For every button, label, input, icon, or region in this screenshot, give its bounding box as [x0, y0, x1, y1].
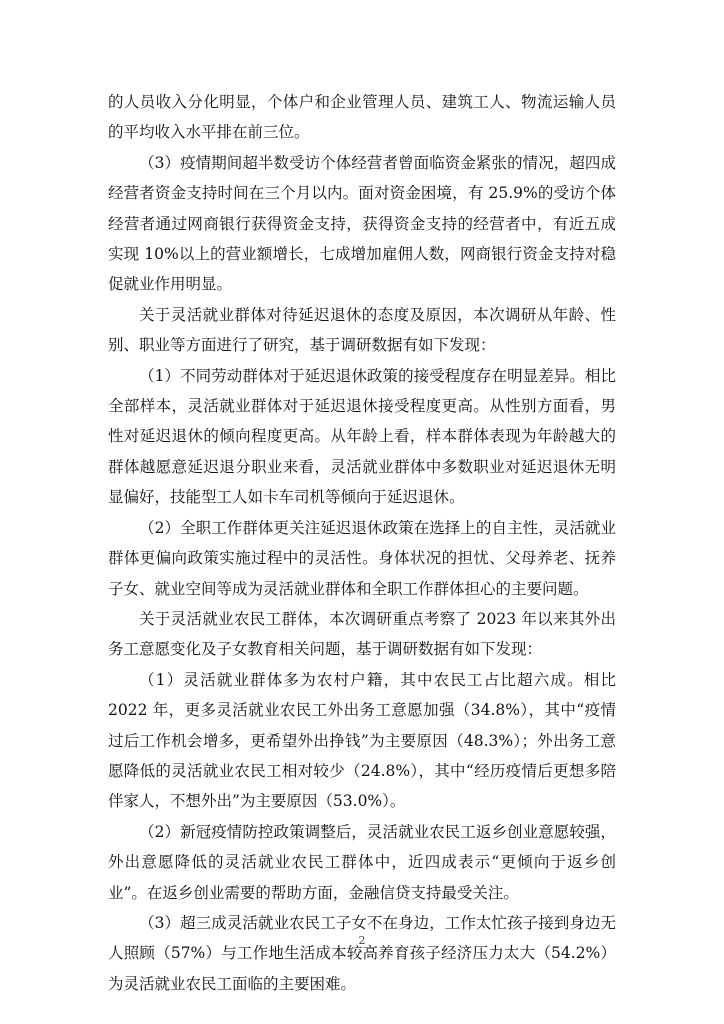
paragraph-migrant-finding-3: （3）超三成灵活就业农民工子女不在身边，工作太忙孩子接到身边无人照顾（57%）与工作地生活成本较高养育孩子经济压力太大（54.2%）为灵活就业农民工面临的主要困难。: [108, 913, 616, 993]
body-text: [108, 87, 616, 999]
paragraph-retirement-intro: 关于灵活就业群体对待延迟退休的态度及原因，本次调研从年龄、性别、职业等方面进行了研究，基于调研数据有如下发现：: [108, 305, 616, 355]
page-number: 2: [358, 934, 366, 947]
paragraph-migrant-intro: 关于灵活就业农民工群体，本次调研重点考察了 2023 年以来其外出务工意愿变化及子女教育相关问题，基于调研数据有如下发现：: [108, 609, 616, 659]
paragraph-income-distribution: 的人员收入分化明显，个体户和企业管理人员、建筑工人、物流运输人员的平均收入水平排在前三位。: [108, 93, 616, 142]
paragraph-migrant-finding-2: （2）新冠疫情防控政策调整后，灵活就业农民工返乡创业意愿较强，外出意愿降低的灵活就业农民工群体中，近四成表示“更倾向于返乡创业”。在返乡创业需要的帮助方面，金融信贷支持最受关注。: [108, 822, 616, 902]
paragraph-retirement-finding-1: （1）不同劳动群体对于延迟退休政策的接受程度存在明显差异。相比全部样本，灵活就业群体对于延迟退休接受程度更高。从性别方面看，男性对延迟退休的倾向程度更高。从年龄上看，样本群体表现为年龄越大的群体越愿意延迟退分职业来看，灵活就业群体中多数职业对延迟退休无明显偏好，技能型工人如卡车司机等倾向于延迟退休。: [108, 366, 616, 507]
paragraph-funding-stress: （3）疫情期间超半数受访个体经营者曾面临资金紧张的情况，超四成经营者资金支持时间在三个月以内。面对资金困境，有 25.9%的受访个体经营者通过网商银行获得资金支持，获得资金支持的经营者中，有近五成实现 10%以上的营业额增长，七成增加雇佣人数，网商银行资金支持对稳促就业作用明显。: [108, 153, 616, 294]
paragraph-migrant-finding-1: （1）灵活就业群体多为农村户籍，其中农民工占比超六成。相比 2022 年，更多灵活就业农民工外出务工意愿加强（34.8%），其中“疫情过后工作机会增多，更希望外出挣钱”为主要原因（48.3%）；外出务工意愿降低的灵活就业农民工相对较少（24.8%），其中“经历疫情后更想多陪伴家人，不想外出”为主要原因（53.0%）。: [108, 670, 616, 811]
paragraph-retirement-finding-2: （2）全职工作群体更关注延迟退休政策在选择上的自主性，灵活就业群体更偏向政策实施过程中的灵活性。身体状况的担忧、父母养老、抚养子女、就业空间等成为灵活就业群体和全职工作群体担心的主要问题。: [108, 518, 616, 598]
